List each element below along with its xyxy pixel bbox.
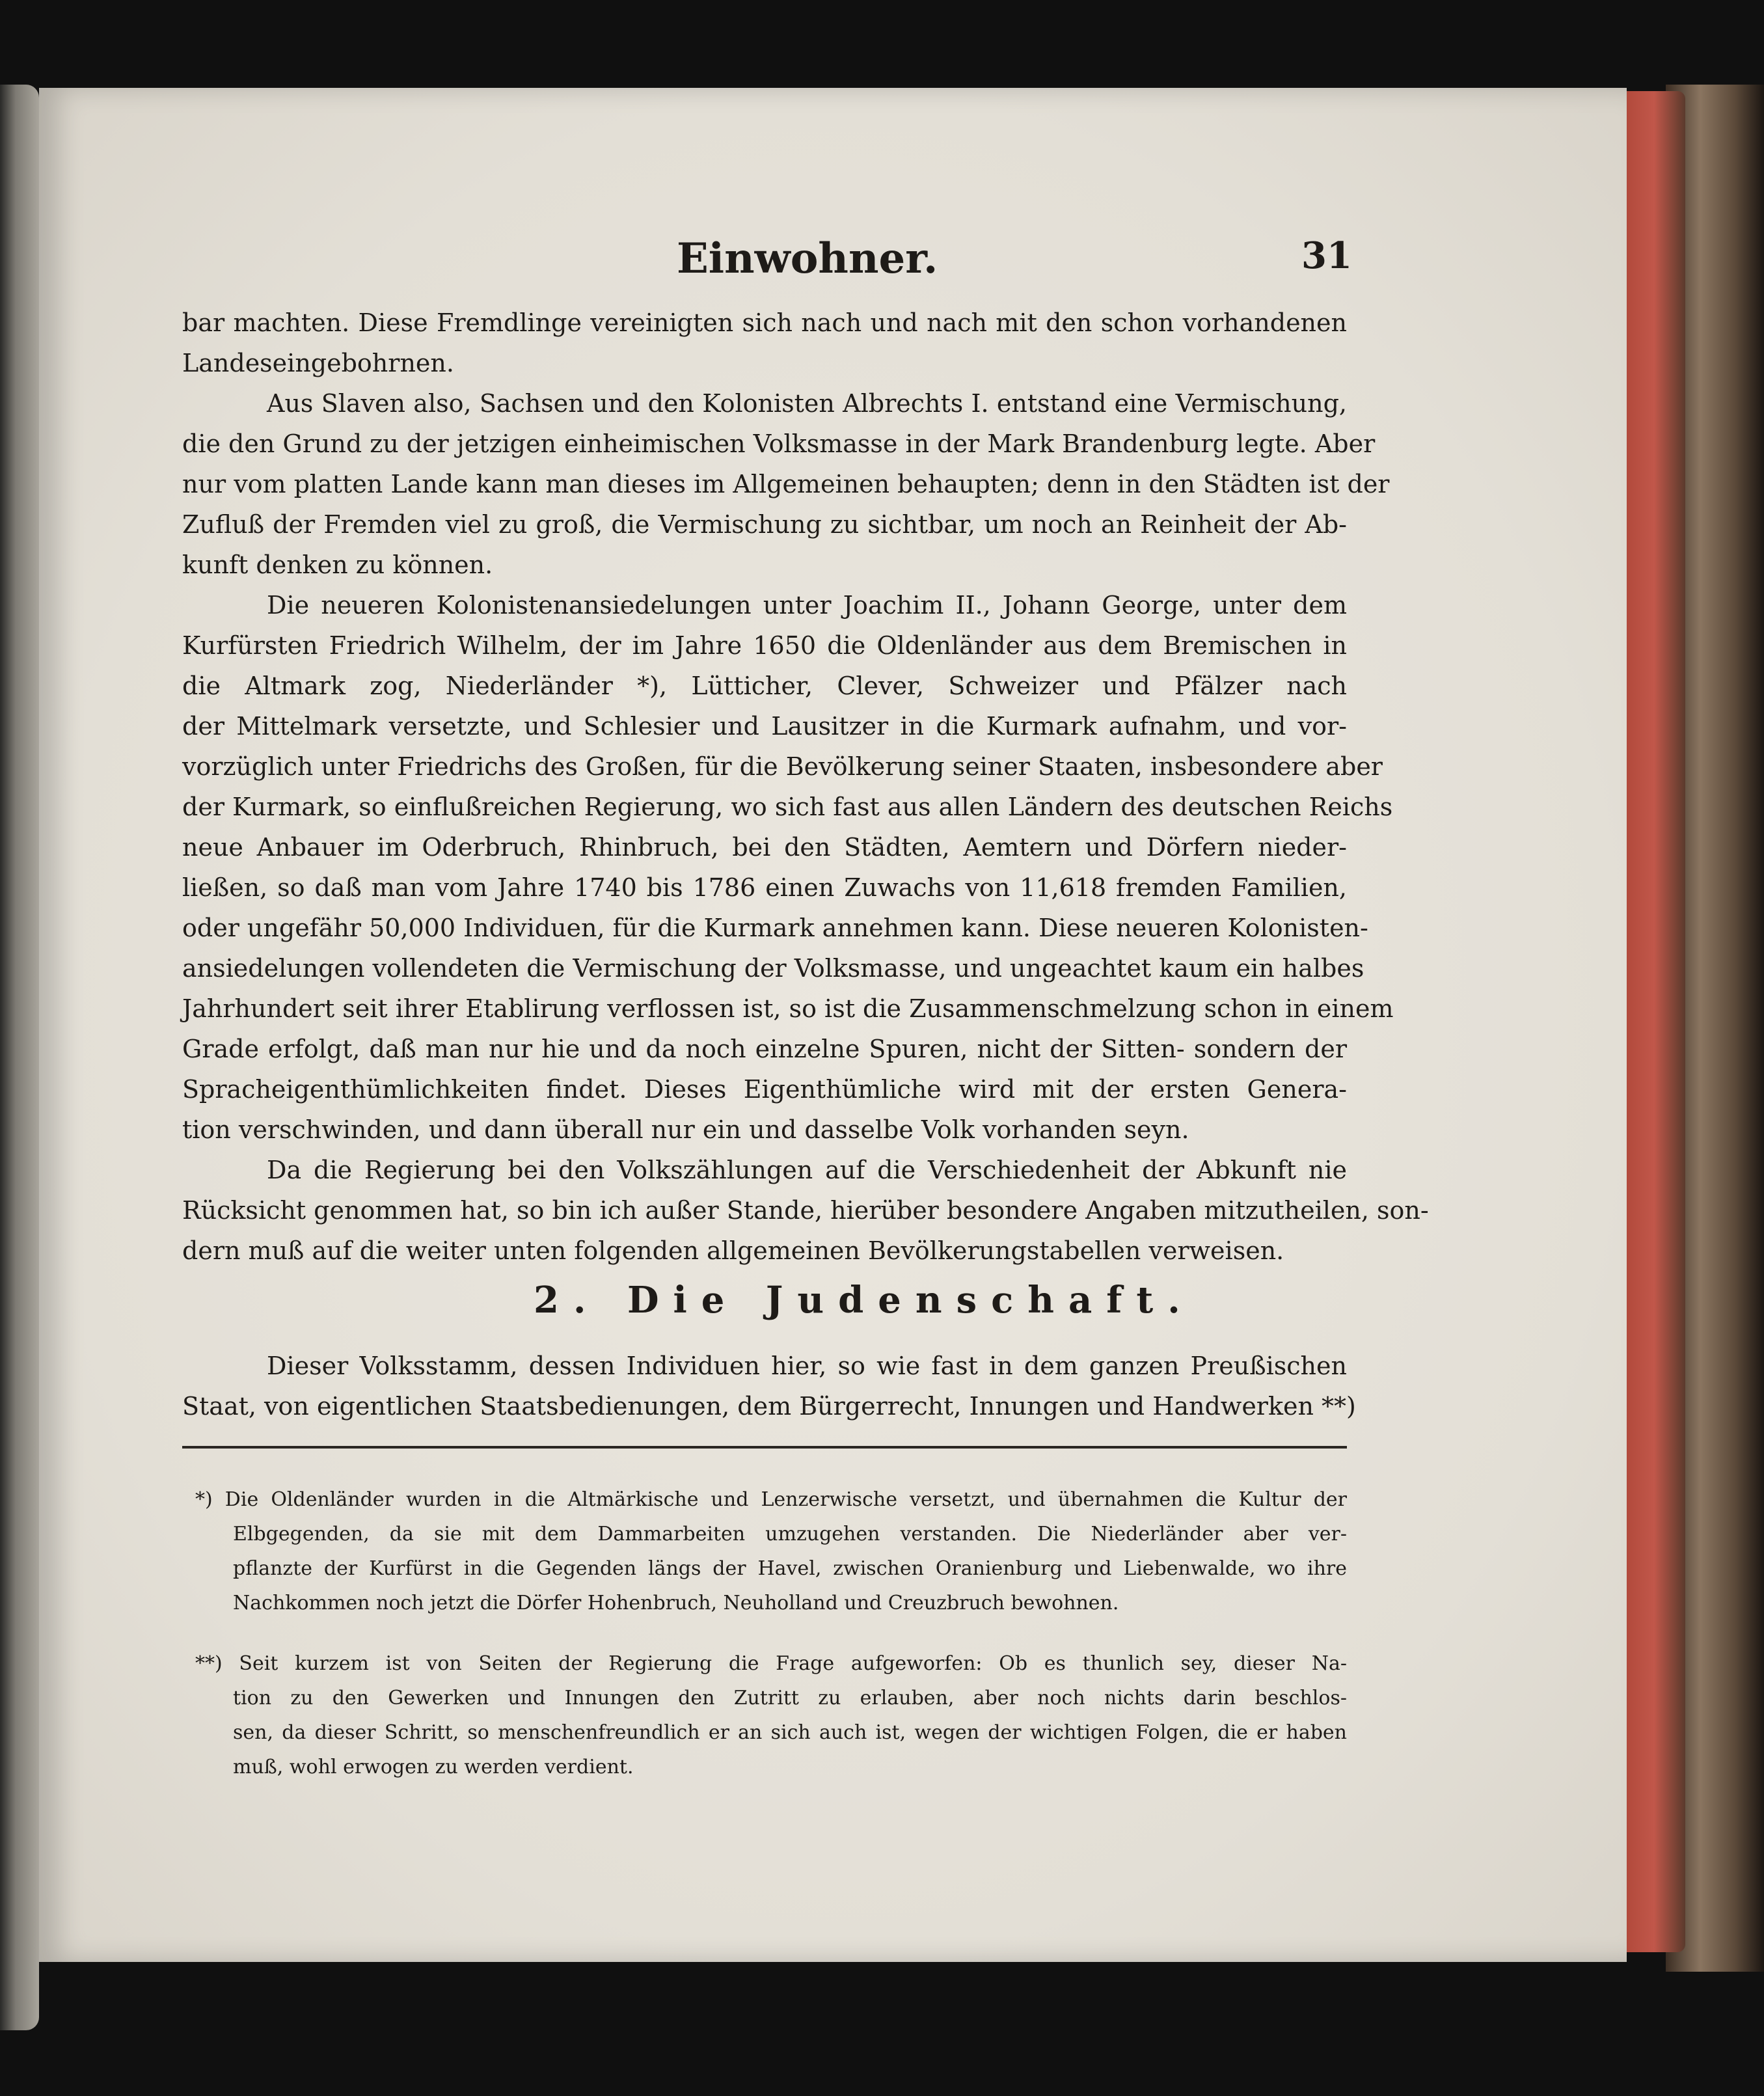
text-line: kunft denken zu können.	[182, 551, 493, 579]
footnote-2	[195, 1646, 1347, 1784]
page-number: 31	[1301, 234, 1352, 277]
footnote-line: sen, da dieser Schritt, so menschenfreundlich er an sich auch ist, wegen der wichtigen Folgen, die er haben	[233, 1721, 1347, 1744]
section-heading: 2. Die Judenschaft.	[534, 1279, 1195, 1322]
text-line: Landeseingebohrnen.	[182, 349, 454, 377]
text-line: ließen, so daß man vom Jahre 1740 bis 1786 einen Zuwachs von 11,618 fremden Familien,	[182, 873, 1347, 902]
text-line: bar machten. Diese Fremdlinge vereinigten sich nach und nach mit den schon vorhandenen	[182, 308, 1347, 337]
text-line: Aus Slaven also, Sachsen und den Kolonisten Albrechts I. entstand eine Vermischung,	[267, 389, 1347, 418]
text-line: Die neueren Kolonistenansiedelungen unter Joachim II., Johann George, unter dem	[267, 591, 1347, 619]
text-line: die den Grund zu der jetzigen einheimischen Volksmasse in der Mark Brandenburg legte. Aber	[182, 429, 1376, 458]
footnote-line: **) Seit kurzem ist von Seiten der Regierung die Frage aufgeworfen: Ob es thunlich sey, dieser Na-	[195, 1652, 1347, 1675]
text-line: dern muß auf die weiter unten folgenden allgemeinen Bevölkerungstabellen verweisen.	[182, 1236, 1284, 1265]
body-text-block-2	[182, 1346, 1356, 1426]
footnote-line: Elbgegenden, da sie mit dem Dammarbeiten umzugehen verstanden. Die Niederländer aber ver-	[233, 1523, 1347, 1545]
text-line: nur vom platten Lande kann man dieses im Allgemeinen behaupten; denn in den Städten ist der	[182, 470, 1390, 498]
footnote-line: *) Die Oldenländer wurden in die Altmärkische und Lenzerwische versetzt, und übernahmen die Kultur der	[195, 1488, 1347, 1511]
footnote-line: pflanzte der Kurfürst in die Gegenden längs der Havel, zwischen Oranienburg und Liebenwalde, wo ihre	[233, 1557, 1347, 1580]
footnote-1	[195, 1482, 1347, 1620]
text-line: Zufluß der Fremden viel zu groß, die Vermischung zu sichtbar, um noch an Reinheit der Ab-	[182, 510, 1347, 539]
footnote-line: Nachkommen noch jetzt die Dörfer Hohenbruch, Neuholland und Creuzbruch bewohnen.	[233, 1592, 1119, 1614]
footnote-line: muß, wohl erwogen zu werden verdient.	[233, 1756, 634, 1778]
text-line: Rücksicht genommen hat, so bin ich außer Stande, hierüber besondere Angaben mitzutheilen, son-	[182, 1196, 1429, 1225]
text-line: der Kurmark, so einflußreichen Regierung, wo sich fast aus allen Ländern des deutschen Reichs	[182, 793, 1393, 821]
footnote-line: tion zu den Gewerken und Innungen den Zutritt zu erlauben, aber noch nichts darin beschlos-	[233, 1687, 1347, 1709]
text-line: tion verschwinden, und dann überall nur ein und dasselbe Volk vorhanden seyn.	[182, 1115, 1189, 1144]
body-text-block-1	[182, 303, 1429, 1271]
text-line: die Altmark zog, Niederländer *), Lütticher, Clever, Schweizer und Pfälzer nach	[182, 672, 1347, 700]
text-line: Kurfürsten Friedrich Wilhelm, der im Jahre 1650 die Oldenländer aus dem Bremischen in	[182, 631, 1347, 660]
text-line: Spracheigenthümlichkeiten findet. Dieses Eigenthümliche wird mit der ersten Genera-	[182, 1075, 1347, 1104]
text-line: Grade erfolgt, daß man nur hie und da noch einzelne Spuren, nicht der Sitten- sondern der	[182, 1035, 1347, 1063]
text-line: Da die Regierung bei den Volkszählungen auf die Verschiedenheit der Abkunft nie	[267, 1156, 1347, 1184]
text-line: vorzüglich unter Friedrichs des Großen, für die Bevölkerung seiner Staaten, insbesondere aber	[182, 752, 1383, 781]
text-line: Jahrhundert seit ihrer Etablirung verflossen ist, so ist die Zusammenschmelzung schon in einem	[182, 994, 1394, 1023]
text-line: Dieser Volksstamm, dessen Individuen hier, so wie fast in dem ganzen Preußischen	[267, 1352, 1347, 1380]
footnote-divider	[182, 1446, 1347, 1449]
text-line: neue Anbauer im Oderbruch, Rhinbruch, bei den Städten, Aemtern und Dörfern nieder-	[182, 833, 1347, 862]
text-line: oder ungefähr 50,000 Individuen, für die Kurmark annehmen kann. Diese neueren Kolonisten-	[182, 914, 1368, 942]
text-line: der Mittelmark versetzte, und Schlesier und Lausitzer in die Kurmark aufnahm, und vor-	[182, 712, 1347, 741]
text-line: Staat, von eigentlichen Staatsbedienungen, dem Bürgerrecht, Innungen und Handwerken **)	[182, 1392, 1356, 1421]
running-header: Einwohner.	[677, 234, 938, 283]
text-line: ansiedelungen vollendeten die Vermischung der Volksmasse, und ungeachtet kaum ein halbes	[182, 954, 1364, 983]
left-page-edge	[0, 85, 39, 2030]
